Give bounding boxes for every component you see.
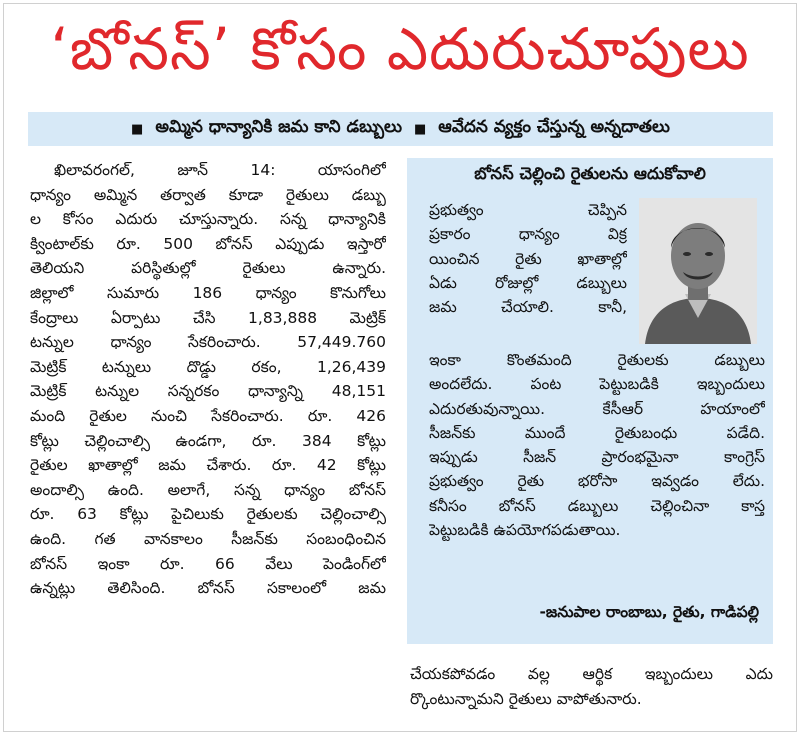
left-line: ల కోసం ఎదురు చూస్తున్నారు. సన్న ధాన్యానికి	[30, 210, 386, 229]
quote-line: ప్రభుత్వం రైతు భరోసా ఇవ్వడం లేదు.	[429, 472, 765, 491]
subheading-bar	[28, 112, 773, 146]
subheading-2: ఆవేదన వ్యక్తం చేస్తున్న అన్నదాతలు	[438, 117, 670, 137]
quote-box-text-narrow	[429, 198, 627, 319]
quote-line: అందలేదు. పంట పెట్టుబడికి ఇబ్బందులు	[429, 375, 765, 394]
farmer-photo	[639, 198, 757, 344]
headline: ‘బోనస్’ కోసం ఎదురుచూపులు	[50, 15, 750, 83]
left-line: ఉంది. గత వానకాలం సీజన్‌కు సంబంధించిన	[30, 529, 386, 548]
square-bullet-icon: ■	[131, 121, 144, 137]
left-line: కేంద్రాలు ఏర్పాటు చేసి 1,83,888 మెట్రిక్	[30, 308, 386, 327]
left-line: ఉన్నట్లు తెలిసింది. బోనస్ సకాలంలో జమ	[30, 579, 386, 598]
quote-line: కనీసం బోనస్ డబ్బులు చెల్లించినా కాస్త	[429, 496, 765, 515]
left-line: కోట్లు చెల్లించాల్సి ఉండగా, రూ. 384 కోట్లు	[30, 431, 386, 450]
left-line: ధాన్యం అమ్మిన తర్వాత కూడా రైతులు డబ్బు	[30, 185, 386, 204]
quote-line: ఏడు రోజుల్లో డబ్బులు	[429, 273, 627, 292]
quote-box-title: బోనస్ చెల్లించి రైతులను ఆదుకోవాలి	[474, 164, 706, 183]
left-line: అందాల్సి ఉంది. అలాగే, సన్న ధాన్యం బోనస్	[30, 480, 386, 499]
quote-line: ప్రకారం ధాన్యం విక్ర	[429, 225, 627, 244]
left-line: టన్నుల ధాన్యం సేకరించారు. 57,449.760	[30, 333, 386, 352]
quote-line: జమ చేయాలి. కానీ,	[429, 298, 627, 317]
left-line: రైతుల ఖాతాల్లో జమ చేశారు. రూ. 42 కోట్లు	[30, 456, 386, 475]
quote-line: ప్రభుత్వం చెప్పిన	[429, 201, 627, 219]
left-line: జిల్లాలో సుమారు 186 ధాన్యం కొనుగోలు	[30, 283, 386, 302]
quote-line: ఎదురతువున్నాయి. కేసీఆర్ హయాంలో	[429, 399, 765, 418]
subheading-1: అమ్మిన ధాన్యానికి జమ కాని డబ్బులు	[155, 117, 402, 137]
quote-box	[407, 158, 773, 644]
quote-line: ఇప్పుడు సీజన్ ప్రారంభమైనా కాంగ్రెస్	[429, 448, 765, 467]
left-line: మెట్రిక్ టన్నుల సన్నరకం ధాన్యాన్ని 48,151	[30, 382, 386, 401]
left-line: రూ. 63 కోట్లు పైచిలుకు రైతులకు చెల్లించాల్సి	[30, 505, 386, 524]
quote-attribution: -జనుపాల రాంబాబు, రైతు, గాడిపల్లి	[539, 603, 759, 621]
left-line: మెట్రిక్ టన్నులు దొడ్డు రకం, 1,26,439	[30, 357, 386, 376]
quote-line: పెట్టుబడికి ఉపయోగపడుతాయి.	[429, 521, 621, 540]
square-bullet-icon: ■	[413, 121, 427, 137]
quote-line: యించిన రైతు ఖాతాల్లో	[429, 249, 627, 268]
right-column-continuation	[410, 662, 773, 712]
left-line: బోనస్ ఇంకా రూ. 66 వేలు పెండింగ్‌లో	[30, 554, 386, 573]
left-column	[30, 158, 386, 601]
right-line: ర్కొంటున్నామని రైతులు వాపోతునారు.	[410, 690, 642, 708]
right-line: చేయకపోవడం వల్ల ఆర్థిక ఇబ్బందులు ఎదు	[410, 665, 773, 683]
quote-line: ఇంకా కొంతమంది రైతులకు డబ్బులు	[429, 351, 765, 369]
quote-box-text-full	[429, 348, 765, 542]
left-line: తెలియని పరిస్థితుల్లో రైతులు ఉన్నారు.	[30, 259, 386, 278]
quote-line: సీజన్‌కు ముందే రైతుబంధు పడేది.	[429, 423, 765, 442]
left-line: క్వింటాల్‌కు రూ. 500 బోనస్ ఎప్పుడు ఇస్తారో	[30, 234, 386, 253]
left-line: మంది రైతుల నుంచి సేకరించారు. రూ. 426	[30, 406, 386, 425]
left-line: ఖిలావరంగల్, జూన్ 14: యాసంగిలో	[54, 161, 386, 179]
person-portrait-icon	[639, 198, 757, 344]
